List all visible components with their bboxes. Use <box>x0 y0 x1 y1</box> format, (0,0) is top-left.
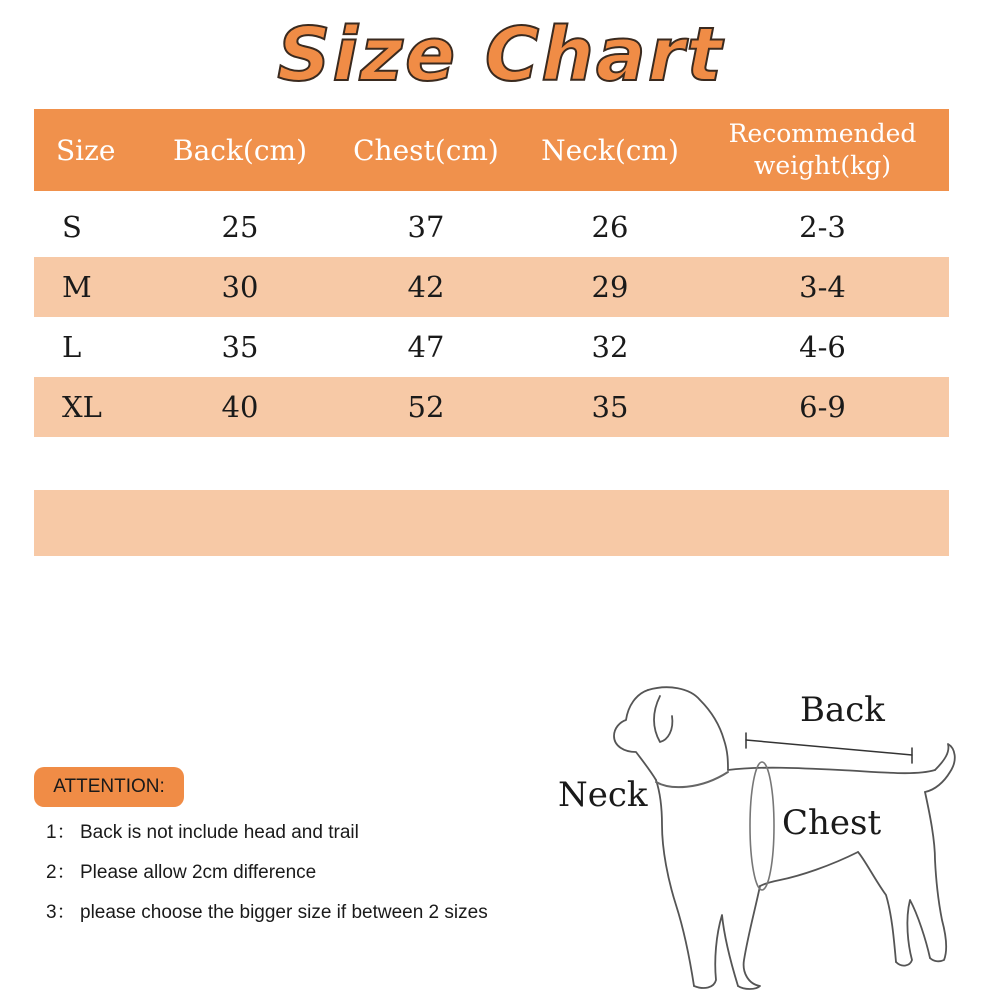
table-row <box>34 377 949 437</box>
cell-back: 35 <box>221 330 259 364</box>
header-back: Back(cm) <box>173 133 307 167</box>
cell-size: XL <box>62 390 102 424</box>
cell-neck: 32 <box>591 330 629 364</box>
cell-neck: 26 <box>591 210 629 244</box>
note-number: 2： <box>46 862 76 883</box>
note-item <box>46 817 359 844</box>
cell-neck: 35 <box>591 390 629 424</box>
empty-shaded-band <box>34 490 949 556</box>
page-title: Size Chart <box>277 12 724 98</box>
note-item <box>46 897 488 924</box>
cell-size: L <box>62 330 82 364</box>
chest-label: Chest <box>782 803 882 843</box>
header-chest: Chest(cm) <box>353 133 499 167</box>
cell-chest: 52 <box>407 390 445 424</box>
cell-weight: 3-4 <box>799 270 846 304</box>
cell-size: S <box>62 210 82 244</box>
header-weight: Recommended weight(kg) <box>728 119 917 180</box>
cell-neck: 29 <box>591 270 629 304</box>
back-label: Back <box>800 690 885 730</box>
note-number: 3： <box>46 902 76 923</box>
table-row <box>34 317 949 377</box>
note-item <box>46 857 316 884</box>
attention-badge: ATTENTION: <box>34 767 184 807</box>
cell-back: 30 <box>221 270 259 304</box>
header-size: Size <box>56 133 116 167</box>
note-text: Back is not include head and trail <box>80 822 359 843</box>
note-text: Please allow 2cm difference <box>80 862 317 883</box>
cell-chest: 37 <box>407 210 445 244</box>
cell-weight: 2-3 <box>799 210 846 244</box>
table-row <box>34 197 949 257</box>
table-header-row <box>34 109 949 191</box>
note-text: please choose the bigger size if between 2 sizes <box>80 902 488 923</box>
table-row <box>34 257 949 317</box>
note-number: 1： <box>46 822 76 843</box>
cell-chest: 47 <box>407 330 445 364</box>
cell-back: 25 <box>221 210 259 244</box>
size-table <box>34 109 949 437</box>
cell-back: 40 <box>221 390 259 424</box>
header-neck: Neck(cm) <box>541 133 679 167</box>
neck-label: Neck <box>558 775 648 815</box>
cell-size: M <box>62 270 92 304</box>
cell-chest: 42 <box>407 270 445 304</box>
cell-weight: 6-9 <box>799 390 846 424</box>
cell-weight: 4-6 <box>799 330 846 364</box>
